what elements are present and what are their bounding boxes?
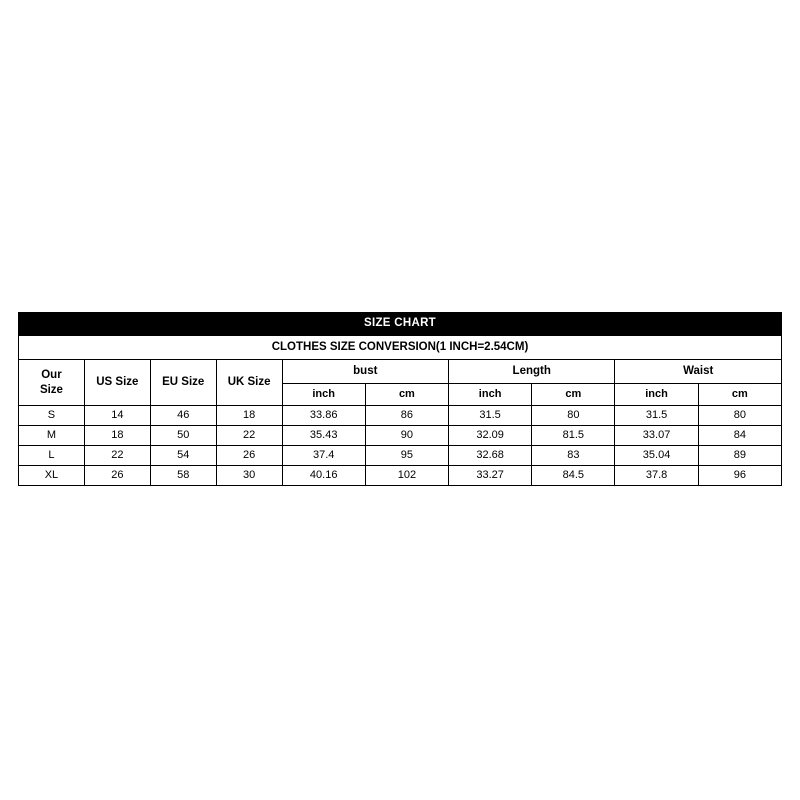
cell-our-size: XL xyxy=(19,466,85,486)
waist-cm-header: cm xyxy=(698,383,781,405)
size-chart-container xyxy=(18,312,782,486)
chart-subtitle: CLOTHES SIZE CONVERSION(1 INCH=2.54CM) xyxy=(19,335,782,360)
cell-uk-size: 30 xyxy=(216,466,282,486)
cell-our-size: S xyxy=(19,406,85,426)
our-size-header-line1: Our xyxy=(41,369,62,382)
cell-waist-inch: 31.5 xyxy=(615,406,698,426)
cell-waist-cm: 96 xyxy=(698,466,781,486)
cell-waist-cm: 89 xyxy=(698,446,781,466)
measure-group-header-row xyxy=(19,360,782,384)
cell-bust-inch: 35.43 xyxy=(282,426,365,446)
our-size-header-line2: Size xyxy=(39,383,63,396)
cell-eu-size: 50 xyxy=(150,426,216,446)
size-chart-table xyxy=(18,312,782,486)
cell-length-cm: 81.5 xyxy=(532,426,615,446)
cell-length-inch: 33.27 xyxy=(449,466,532,486)
cell-length-inch: 32.68 xyxy=(449,446,532,466)
cell-uk-size: 18 xyxy=(216,406,282,426)
page-title: SIZE CHART xyxy=(19,313,782,336)
table-row xyxy=(19,406,782,426)
eu-size-header: EU Size xyxy=(150,360,216,406)
cell-waist-inch: 33.07 xyxy=(615,426,698,446)
table-row xyxy=(19,466,782,486)
cell-us-size: 18 xyxy=(84,426,150,446)
cell-waist-cm: 84 xyxy=(698,426,781,446)
waist-inch-header: inch xyxy=(615,383,698,405)
cell-length-cm: 84.5 xyxy=(532,466,615,486)
cell-bust-cm: 86 xyxy=(365,406,448,426)
cell-length-inch: 31.5 xyxy=(449,406,532,426)
cell-length-cm: 80 xyxy=(532,406,615,426)
length-group-header: Length xyxy=(449,360,615,384)
our-size-header xyxy=(19,360,85,406)
cell-waist-inch: 35.04 xyxy=(615,446,698,466)
bust-inch-header: inch xyxy=(282,383,365,405)
cell-our-size: L xyxy=(19,446,85,466)
us-size-header: US Size xyxy=(84,360,150,406)
cell-waist-inch: 37.8 xyxy=(615,466,698,486)
cell-us-size: 26 xyxy=(84,466,150,486)
cell-eu-size: 54 xyxy=(150,446,216,466)
cell-eu-size: 46 xyxy=(150,406,216,426)
cell-eu-size: 58 xyxy=(150,466,216,486)
cell-length-inch: 32.09 xyxy=(449,426,532,446)
cell-us-size: 22 xyxy=(84,446,150,466)
cell-bust-cm: 95 xyxy=(365,446,448,466)
bust-group-header: bust xyxy=(282,360,448,384)
length-cm-header: cm xyxy=(532,383,615,405)
bust-cm-header: cm xyxy=(365,383,448,405)
cell-bust-inch: 33.86 xyxy=(282,406,365,426)
chart-title-row xyxy=(19,313,782,336)
cell-uk-size: 26 xyxy=(216,446,282,466)
length-inch-header: inch xyxy=(449,383,532,405)
cell-bust-cm: 102 xyxy=(365,466,448,486)
waist-group-header: Waist xyxy=(615,360,782,384)
chart-subtitle-row xyxy=(19,335,782,360)
cell-us-size: 14 xyxy=(84,406,150,426)
table-row xyxy=(19,446,782,466)
cell-uk-size: 22 xyxy=(216,426,282,446)
cell-bust-inch: 37.4 xyxy=(282,446,365,466)
uk-size-header: UK Size xyxy=(216,360,282,406)
cell-bust-inch: 40.16 xyxy=(282,466,365,486)
cell-length-cm: 83 xyxy=(532,446,615,466)
table-row xyxy=(19,426,782,446)
cell-waist-cm: 80 xyxy=(698,406,781,426)
cell-our-size: M xyxy=(19,426,85,446)
cell-bust-cm: 90 xyxy=(365,426,448,446)
